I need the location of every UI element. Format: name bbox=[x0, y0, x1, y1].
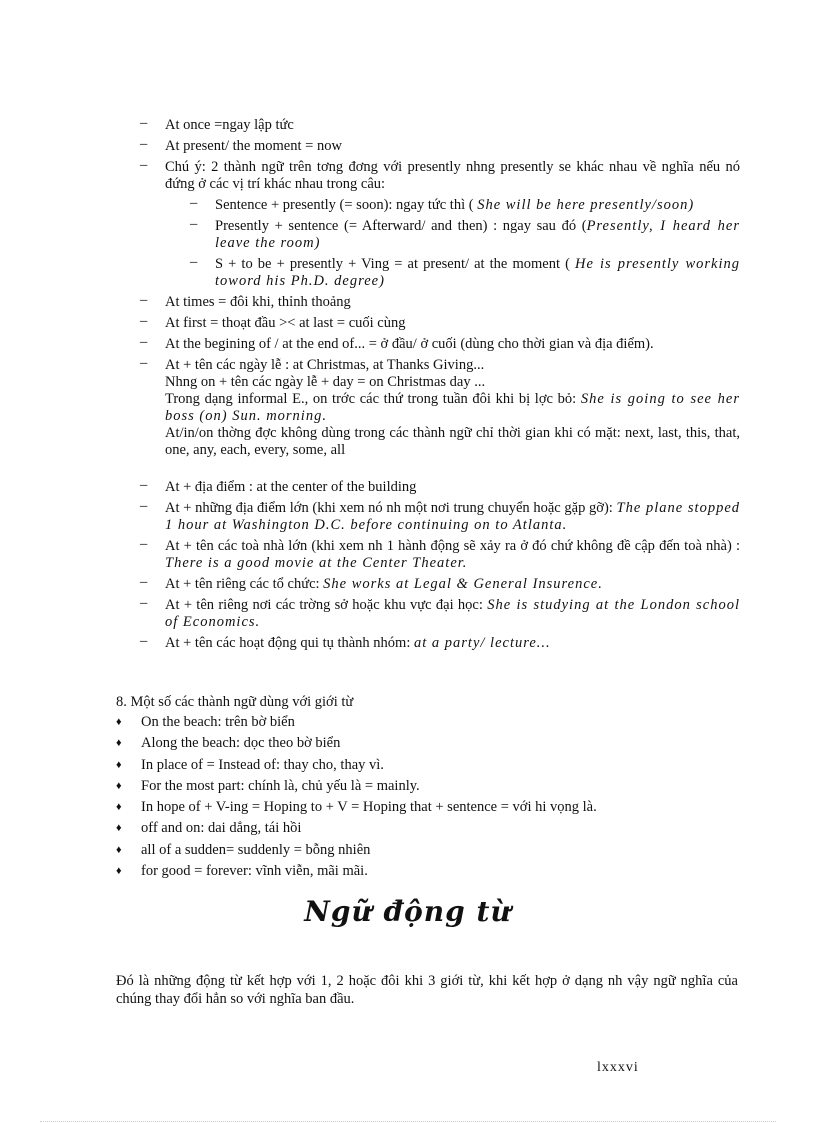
list-item: – At + tên các hoạt động qui tụ thành nhóm: at a party/ lecture... bbox=[140, 635, 740, 652]
list-item: – S + to be + presently + Ving = at present/ at the moment ( He is presently working toword his Ph.D. degree) bbox=[190, 256, 740, 290]
presently-sublist bbox=[190, 197, 740, 290]
intro-paragraph: Đó là những động từ kết hợp với 1, 2 hoặc đôi khi 3 giới từ, khi kết hợp ở dạng nh vậy ngữ nghĩa của chúng thay đổi hẳn so với nghĩa ban đầu. bbox=[116, 973, 738, 1007]
list-item: – At once =ngay lập tức bbox=[140, 117, 740, 134]
list-item: – At + địa điểm : at the center of the building bbox=[140, 479, 740, 496]
section-title: 8. Một số các thành ngữ dùng với giới từ bbox=[116, 694, 354, 710]
example-text: He is presently working toword his Ph.D. degree) bbox=[215, 256, 740, 289]
example-text: She is studying at the London school of Economics. bbox=[165, 597, 741, 630]
list-item: – At times = đôi khi, thỉnh thoảng bbox=[140, 294, 740, 311]
at-expressions-list bbox=[140, 117, 740, 656]
bullet-item: ♦ off and on: dai dẳng, tái hồi bbox=[116, 818, 736, 839]
list-item: – Sentence + presently (= soon): ngay tức thì ( She will be here presently/soon) bbox=[190, 197, 740, 214]
example-text: Presently, I heard her leave the room) bbox=[215, 218, 740, 251]
bullet-item: ♦ all of a sudden= suddenly = bỗng nhiên bbox=[116, 840, 736, 861]
section-heading: Ngữ động từ bbox=[304, 895, 512, 928]
footer-divider bbox=[40, 1121, 776, 1122]
example-text: There is a good movie at the Center Theater. bbox=[165, 555, 468, 571]
example-text: She is going to see her boss (on) Sun. morning. bbox=[165, 391, 741, 424]
list-item: – At the begining of / at the end of... = ở đầu/ ở cuối (dùng cho thời gian và địa điểm). bbox=[140, 336, 740, 353]
example-text: at a party/ lecture... bbox=[414, 635, 551, 651]
list-item: – At + những địa điểm lớn (khi xem nó nh một nơi trung chuyển hoặc gặp gỡ): The plane stopped 1 hour at Washington D.C. before continuing on to Atlanta. bbox=[140, 500, 740, 534]
list-item: – At + tên riêng các tổ chức: She works at Legal & General Insurence. bbox=[140, 576, 740, 593]
bullet-item: ♦ Along the beach: dọc theo bờ biển bbox=[116, 733, 736, 754]
list-item-note: – Chú ý: 2 thành ngữ trên tơng đơng với presently nhng presently se khác nhau về nghĩa nếu nó đứng ở các vị trí khác nhau trong câu: bbox=[140, 159, 740, 193]
list-item: – Presently + sentence (= Afterward/ and then) : ngay sau đó (Presently, I heard her leave the room) bbox=[190, 218, 740, 252]
spacer bbox=[140, 463, 740, 479]
bullet-item: ♦ On the beach: trên bờ biển bbox=[116, 712, 736, 733]
idioms-section bbox=[116, 692, 736, 882]
page-number: lxxxvi bbox=[597, 1060, 639, 1075]
list-item: – At + tên riêng nơi các trờng sở hoặc khu vực đại học: She is studying at the London school of Economics. bbox=[140, 597, 740, 631]
list-item: – At first = thoạt đầu >< at last = cuối cùng bbox=[140, 315, 740, 332]
bullet-item: ♦ For the most part: chính là, chủ yếu là = mainly. bbox=[116, 776, 736, 797]
list-item: – At present/ the moment = now bbox=[140, 138, 740, 155]
bullet-item: ♦ In hope of + V-ing = Hoping to + V = Hoping that + sentence = với hi vọng là. bbox=[116, 797, 736, 818]
example-text: The plane stopped 1 hour at Washington D.C. before continuing on to Atlanta. bbox=[165, 500, 741, 533]
list-item: – At + tên các toà nhà lớn (khi xem nh 1 hành động sẽ xảy ra ở đó chứ không đề cập đến toà nhà) : There is a good movie at the Center Theater. bbox=[140, 538, 740, 572]
bullet-item: ♦ for good = forever: vĩnh viễn, mãi mãi. bbox=[116, 861, 736, 882]
bullet-item: ♦ In place of = Instead of: thay cho, thay vì. bbox=[116, 755, 736, 776]
list-item: – At + tên các ngày lễ : at Christmas, at Thanks Giving... Nhng on + tên các ngày lễ + day = on Christmas day ... Trong dạng informal E., on trớc các thứ trong tuần đôi khi bị lợc bỏ: She is going to see her boss (on) Sun. morning. At/in/on thờng đợc không dùng trong các thành ngữ chỉ thời gian khi có mặt: next, last, this, that, one, any, each, every, some, all bbox=[140, 357, 740, 459]
example-text: She will be here presently/soon) bbox=[477, 197, 695, 213]
example-text: She works at Legal & General Insurence. bbox=[323, 576, 603, 592]
